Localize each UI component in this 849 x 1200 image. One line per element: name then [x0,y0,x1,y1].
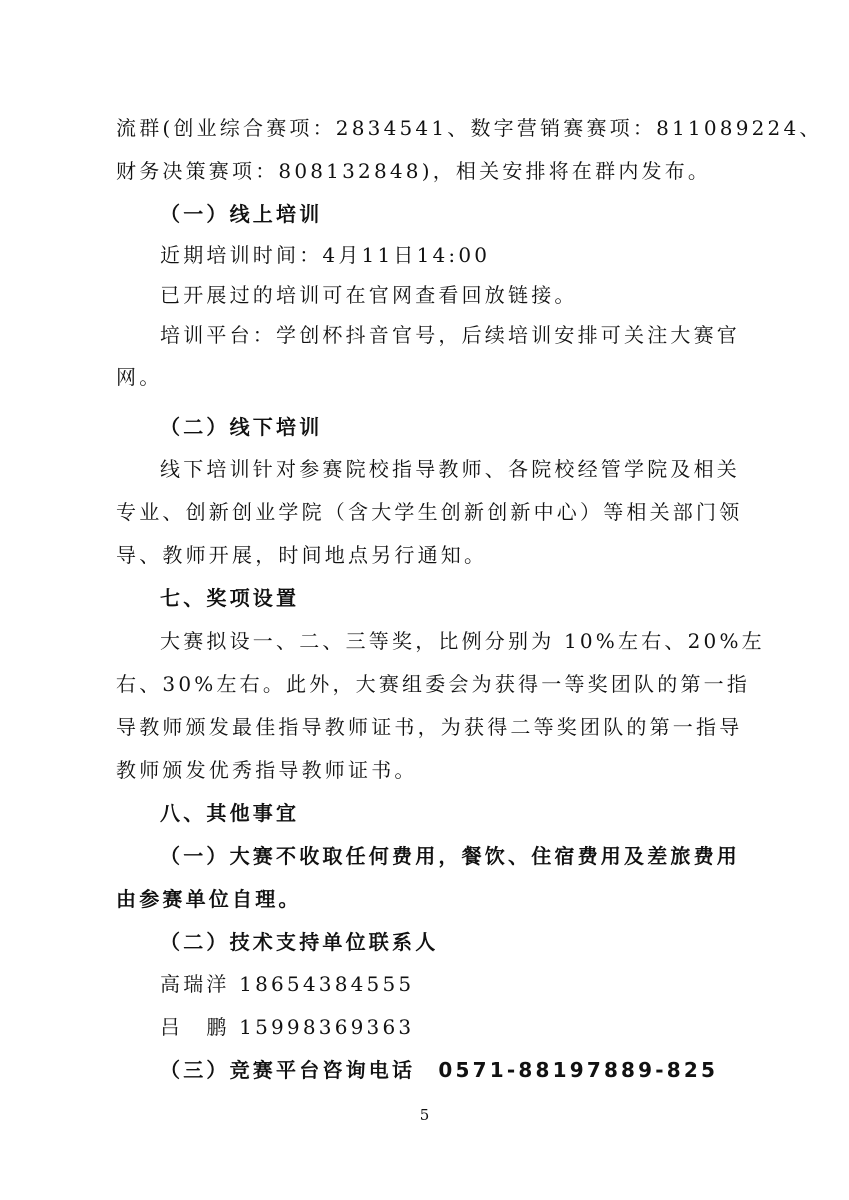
paragraph-line: 培训平台：学创杯抖音官号，后续培训安排可关注大赛官 [160,323,740,347]
paragraph-line: 导教师颁发最佳指导教师证书，为获得二等奖团队的第一指导 [116,715,743,739]
paragraph-line-bold: 由参赛单位自理。 [116,887,302,911]
section-heading-awards: 七、奖项设置 [160,586,300,610]
paragraph-line: 大赛拟设一、二、三等奖，比例分别为 10%左右、20%左 [160,629,765,653]
paragraph-line: 流群(创业综合赛项：2834541、数字营销赛赛项：811089224、 [116,116,823,140]
section-heading-online-training: （一）线上培训 [160,202,323,226]
paragraph-line: 线下培训针对参赛院校指导教师、各院校经管学院及相关 [160,457,740,481]
paragraph-line: 已开展过的培训可在官网查看回放链接。 [160,283,578,307]
paragraph-line: 导、教师开展，时间地点另行通知。 [116,543,488,567]
section-heading-offline-training: （二）线下培训 [160,415,323,439]
paragraph-line: 右、30%左右。此外，大赛组委会为获得一等奖团队的第一指 [116,672,751,696]
paragraph-line: 专业、创新创业学院（含大学生创新创新中心）等相关部门领 [116,500,743,524]
paragraph-line-bold: （一）大赛不收取任何费用，餐饮、住宿费用及差旅费用 [160,844,740,868]
section-heading-other-matters: 八、其他事宜 [160,801,300,825]
paragraph-line: 近期培训时间：4月11日14:00 [160,243,491,267]
paragraph-line: 财务决策赛项：808132848)，相关安排将在群内发布。 [116,159,712,183]
paragraph-line: 教师颁发优秀指导教师证书。 [116,758,418,782]
paragraph-line: 网。 [116,365,163,389]
page-number: 5 [419,1106,430,1124]
section-heading-tech-contact: （二）技术支持单位联系人 [160,930,439,954]
contact-line: 高瑞洋 18654384555 [160,972,415,996]
platform-hotline-line: （三）竞赛平台咨询电话 0571-88197889-825 [160,1058,719,1082]
contact-line: 吕 鹏 15998369363 [160,1015,415,1039]
